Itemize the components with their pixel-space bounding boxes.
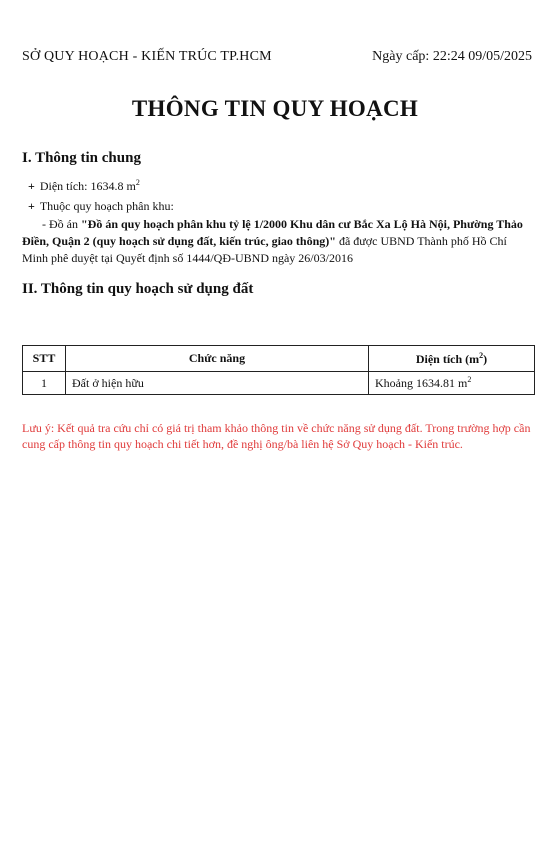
section-landuse-heading: II. Thông tin quy hoạch sử dụng đất (22, 281, 254, 297)
zone-label: Thuộc quy hoạch phân khu: (39, 199, 174, 213)
plus-bullet-icon: + (28, 199, 35, 213)
cell-area-sup: 2 (467, 375, 472, 384)
issued-label: Ngày cấp: (372, 49, 430, 64)
agency-name: SỞ QUY HOẠCH - KIẾN TRÚC TP.HCM (22, 49, 272, 64)
area-unit-sup: 2 (135, 178, 140, 187)
col-area-sup: 2 (479, 350, 484, 360)
disclaimer-note: Lưu ý: Kết quả tra cứu chỉ có giá trị tham khảo thông tin về chức năng sử dụng đất. Trong trường hợp cần cung cấp thông tin quy hoạch chi tiết hơn, đề nghị ông/bà liên hệ Sở Quy hoạch - Kiến trúc. (22, 421, 531, 451)
landuse-table (22, 345, 535, 395)
area-line (28, 174, 140, 195)
zone-line (28, 198, 174, 215)
plan-prefix: - Đồ án (42, 217, 81, 231)
plan-description (22, 216, 530, 267)
plan-suffix: đã được UBND Thành phố Hồ Chí Minh phê duyệt tại Quyết định số 1444/QĐ-UBND ngày 26/03/2016 (22, 234, 507, 265)
col-area (369, 346, 535, 372)
cell-area-value: Khoảng 1634.81 m (375, 376, 468, 390)
cell-area (369, 372, 535, 395)
plan-name: "Đồ án quy hoạch phân khu tỷ lệ 1/2000 Khu dân cư Bắc Xa Lộ Hà Nội, Phường Thảo Điền, Quận 2 (quy hoạch sử dụng đất, kiến trúc, giao thông)" (22, 217, 523, 248)
issued-date (372, 49, 532, 65)
cell-function: Đất ở hiện hữu (66, 372, 369, 395)
cell-stt: 1 (23, 372, 66, 395)
page-title: THÔNG TIN QUY HOẠCH (131, 96, 419, 121)
table-row (23, 372, 535, 395)
col-area-close: ) (483, 351, 488, 366)
col-function: Chức năng (66, 346, 369, 372)
col-area-label: Diện tích (m (415, 351, 480, 366)
col-stt: STT (23, 346, 66, 372)
section-general-heading: I. Thông tin chung (22, 150, 141, 166)
issued-datetime: 22:24 09/05/2025 (432, 49, 532, 64)
area-value: 1634.8 m (90, 179, 136, 193)
plus-bullet-icon: + (28, 179, 35, 193)
area-label: Diện tích: (39, 179, 88, 193)
table-header-row (23, 346, 535, 372)
